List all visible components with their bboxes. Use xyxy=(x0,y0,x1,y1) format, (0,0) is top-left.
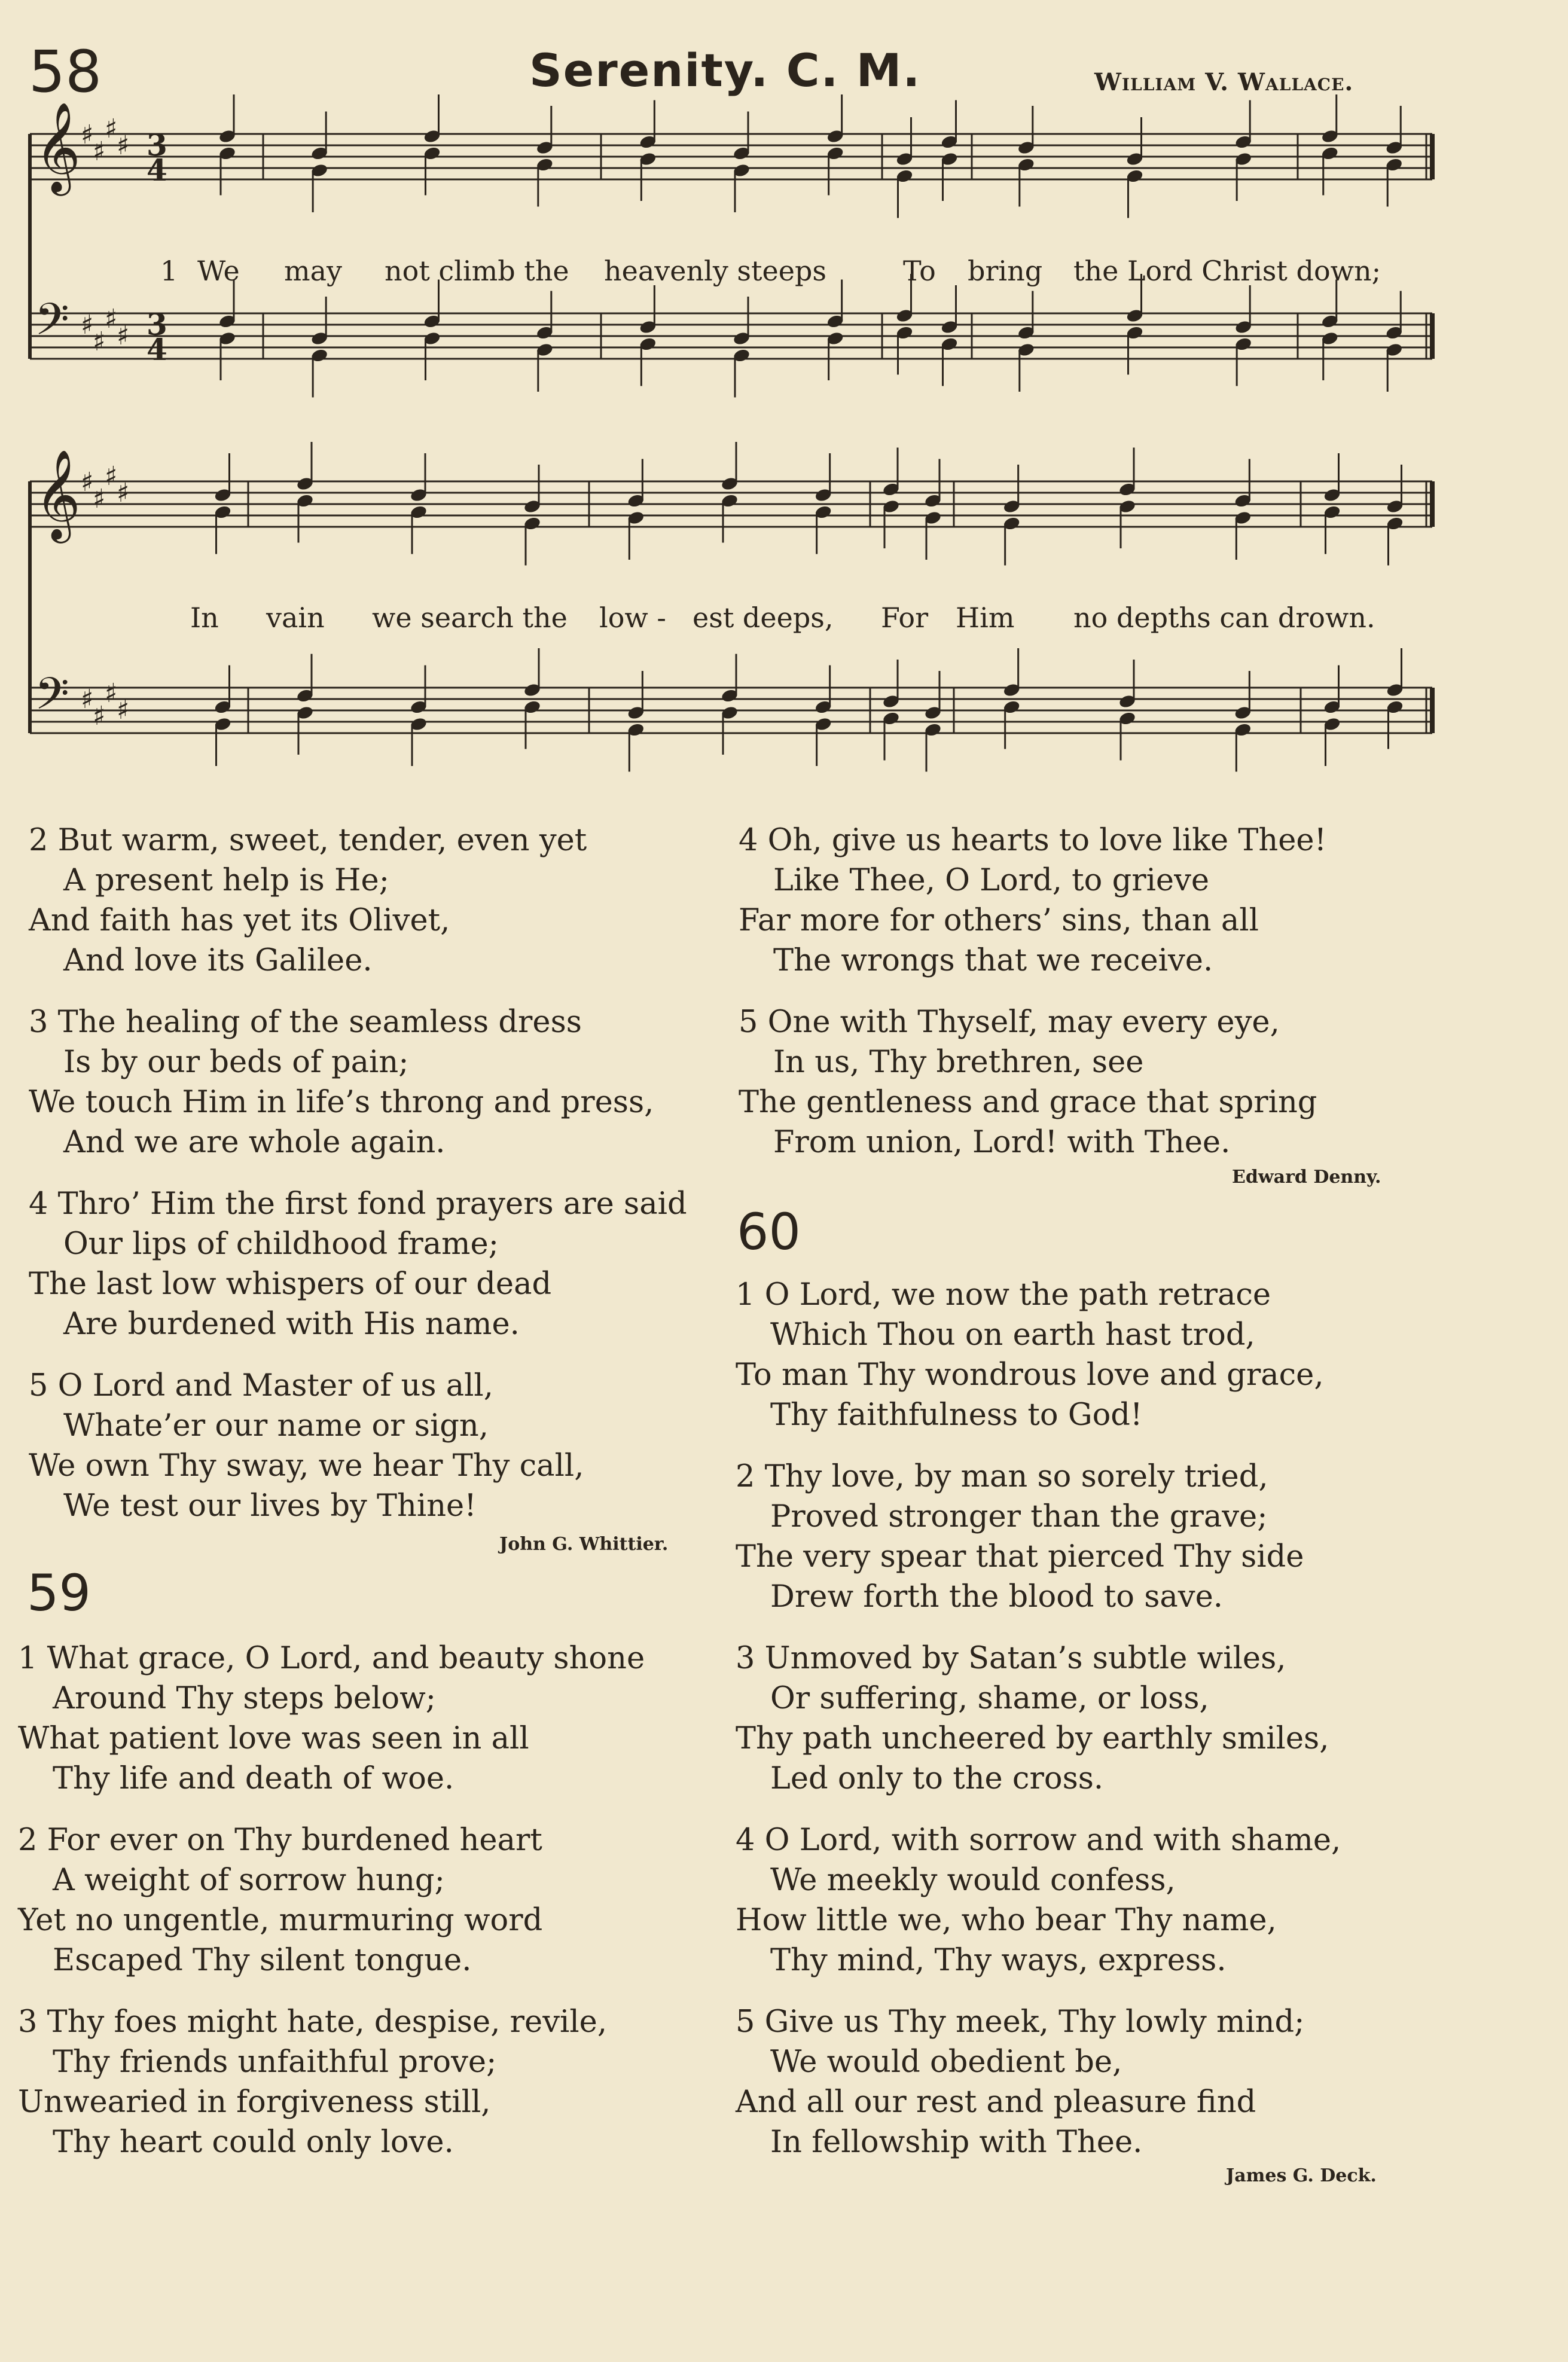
tune-title: Serenity. C. M. xyxy=(529,44,922,97)
verse-line: Thy path uncheered by earthly smiles, xyxy=(736,1721,1329,1756)
verse-line: The last low whispers of our dead xyxy=(29,1267,552,1302)
verse-line: Or suffering, shame, or loss, xyxy=(770,1681,1209,1716)
verse-line: We meekly would confess, xyxy=(770,1863,1176,1898)
verse xyxy=(736,1638,1329,1799)
sharp-sign: ♯ xyxy=(117,130,130,161)
verse xyxy=(29,1002,654,1162)
verse-line: 2 For ever on Thy burdened heart xyxy=(18,1823,542,1858)
verse-line: The gentleness and grace that spring xyxy=(739,1085,1317,1120)
sharp-sign: ♯ xyxy=(93,326,106,357)
author-credit: John G. Whittier. xyxy=(499,1534,669,1555)
lyric-syllable: the Lord Christ down; xyxy=(1073,255,1381,287)
verse-line: Unwearied in forgiveness still, xyxy=(18,2085,491,2120)
verse xyxy=(18,1638,645,1799)
verse-line: 1 What grace, O Lord, and beauty shone xyxy=(18,1641,645,1676)
verse-line: 3 The healing of the seamless dress xyxy=(29,1005,582,1040)
verse-line: In fellowship with Thee. xyxy=(770,2125,1143,2160)
lyric-syllable: vain xyxy=(266,602,325,634)
verse-line: And love its Galilee. xyxy=(63,943,373,978)
verse-line: In us, Thy brethren, see xyxy=(773,1045,1144,1080)
verse-line: 5 O Lord and Master of us all, xyxy=(29,1368,493,1403)
verse-line: And we are whole again. xyxy=(63,1125,446,1160)
verse xyxy=(739,1002,1317,1162)
sharp-sign: ♯ xyxy=(81,467,94,498)
lyric-syllable: may xyxy=(284,255,343,287)
sharp-sign: ♯ xyxy=(105,304,118,334)
sharp-sign: ♯ xyxy=(81,120,94,150)
time-signature-bottom: 4 xyxy=(147,152,167,188)
verse xyxy=(29,1366,584,1526)
lyric-syllable: no depths can drown. xyxy=(1073,602,1375,634)
time-signature-bottom: 4 xyxy=(147,332,167,367)
page-number: 58 xyxy=(29,38,102,105)
verse xyxy=(29,820,587,981)
verse-line: From union, Lord! with Thee. xyxy=(773,1125,1231,1160)
verse-line: We touch Him in life’s throng and press, xyxy=(29,1085,654,1120)
verse-line: Is by our beds of pain; xyxy=(63,1045,409,1080)
lyric-syllable: not climb the xyxy=(385,255,569,287)
hymn-number: 60 xyxy=(737,1203,801,1261)
lyric-syllable: est deeps, xyxy=(693,602,834,634)
verse-line: We own Thy sway, we hear Thy call, xyxy=(29,1448,584,1484)
verse xyxy=(736,1820,1341,1980)
lyric-syllable: low - xyxy=(599,602,666,634)
verse-line: How little we, who bear Thy name, xyxy=(736,1903,1277,1938)
verse-line: Thy heart could only love. xyxy=(53,2125,454,2160)
verse-line: 4 Thro’ Him the first fond prayers are said xyxy=(29,1186,687,1222)
verse-line: 3 Thy foes might hate, despise, revile, xyxy=(18,2004,608,2040)
time-signature-top: 3 xyxy=(147,307,167,342)
sharp-sign: ♯ xyxy=(105,678,118,709)
verse-line: Thy mind, Thy ways, express. xyxy=(770,1943,1227,1978)
verse-line: Which Thou on earth hast trod, xyxy=(770,1317,1255,1353)
verse-line: Whate’er our name or sign, xyxy=(63,1408,489,1444)
verse-line: 4 O Lord, with sorrow and with shame, xyxy=(736,1823,1341,1858)
verse xyxy=(736,1275,1324,1435)
lyric-syllable: we search the xyxy=(372,602,568,634)
hymn-number: 59 xyxy=(27,1564,91,1622)
verse-line: Far more for others’ sins, than all xyxy=(739,903,1259,938)
verse-line: 1 O Lord, we now the path retrace xyxy=(736,1277,1271,1313)
verse xyxy=(29,1184,687,1344)
verse-line: Drew forth the blood to save. xyxy=(770,1579,1223,1615)
verse-line: 5 Give us Thy meek, Thy lowly mind; xyxy=(736,2004,1305,2040)
verse-line: 4 Oh, give us hearts to love like Thee! xyxy=(739,823,1327,858)
time-signature-top: 3 xyxy=(147,127,167,163)
verse xyxy=(736,1457,1304,1617)
composer-credit: William V. Wallace. xyxy=(1094,68,1354,96)
verse-line: And faith has yet its Olivet, xyxy=(29,903,450,938)
verse xyxy=(736,2002,1304,2162)
verse xyxy=(18,1820,542,1980)
verse-line: 2 Thy love, by man so sorely tried, xyxy=(736,1459,1268,1494)
author-credit: James G. Deck. xyxy=(1226,2165,1377,2186)
author-credit: Edward Denny. xyxy=(1232,1167,1381,1188)
sharp-sign: ♯ xyxy=(117,695,130,725)
treble-clef: 𝄞 xyxy=(35,101,81,192)
verse-line: Our lips of childhood frame; xyxy=(63,1226,499,1262)
sharp-sign: ♯ xyxy=(81,310,94,340)
verse-line: Thy friends unfaithful prove; xyxy=(53,2044,497,2080)
verse xyxy=(18,2002,607,2162)
verse-line: The wrongs that we receive. xyxy=(773,943,1213,978)
lyric-syllable: bring xyxy=(968,255,1043,287)
lyric-syllable: heavenly steeps xyxy=(604,255,827,287)
bass-clef: 𝄢 xyxy=(35,294,69,356)
sharp-sign: ♯ xyxy=(105,114,118,144)
verse-line: The very spear that pierced Thy side xyxy=(736,1539,1304,1574)
verse-line: Proved stronger than the grave; xyxy=(770,1499,1268,1534)
lyric-syllable: In xyxy=(190,602,219,634)
lyric-syllable: 1 xyxy=(160,255,178,287)
verse-line: 2 But warm, sweet, tender, even yet xyxy=(29,823,587,858)
verse-line: Yet no ungentle, murmuring word xyxy=(18,1903,543,1938)
sharp-sign: ♯ xyxy=(93,701,106,731)
sharp-sign: ♯ xyxy=(117,478,130,508)
lyric-syllable: To xyxy=(903,255,936,287)
lyric-syllable: Him xyxy=(956,602,1015,634)
sharp-sign: ♯ xyxy=(117,321,130,351)
verse-line: Are burdened with His name. xyxy=(63,1307,520,1342)
sharp-sign: ♯ xyxy=(105,461,118,492)
lyric-syllable: For xyxy=(881,602,929,634)
verse-line: We would obedient be, xyxy=(770,2044,1122,2080)
verse xyxy=(739,820,1326,981)
verse-line: Thy faithfulness to God! xyxy=(770,1397,1143,1433)
verse-line: 5 One with Thyself, may every eye, xyxy=(739,1005,1280,1040)
verse-line: 3 Unmoved by Satan’s subtle wiles, xyxy=(736,1641,1286,1676)
verse-line: And all our rest and pleasure find xyxy=(736,2085,1256,2120)
verse-line: Escaped Thy silent tongue. xyxy=(53,1943,472,1978)
verse-line: A present help is He; xyxy=(63,863,389,898)
sharp-sign: ♯ xyxy=(81,684,94,715)
sharp-sign: ♯ xyxy=(93,484,106,514)
treble-clef: 𝄞 xyxy=(35,448,81,539)
verse-line: Like Thee, O Lord, to grieve xyxy=(773,863,1210,898)
sharp-sign: ♯ xyxy=(93,136,106,167)
verse-line: Around Thy steps below; xyxy=(53,1681,436,1716)
music-score xyxy=(0,0,1568,789)
bass-clef: 𝄢 xyxy=(35,668,69,731)
verse-line: What patient love was seen in all xyxy=(18,1721,529,1756)
verse-line: We test our lives by Thine! xyxy=(63,1488,477,1524)
verse-line: A weight of sorrow hung; xyxy=(53,1863,445,1898)
verse-line: To man Thy wondrous love and grace, xyxy=(736,1357,1324,1393)
verse-line: Thy life and death of woe. xyxy=(53,1761,454,1796)
verse-line: Led only to the cross. xyxy=(770,1761,1104,1796)
lyric-syllable: We xyxy=(197,255,240,287)
